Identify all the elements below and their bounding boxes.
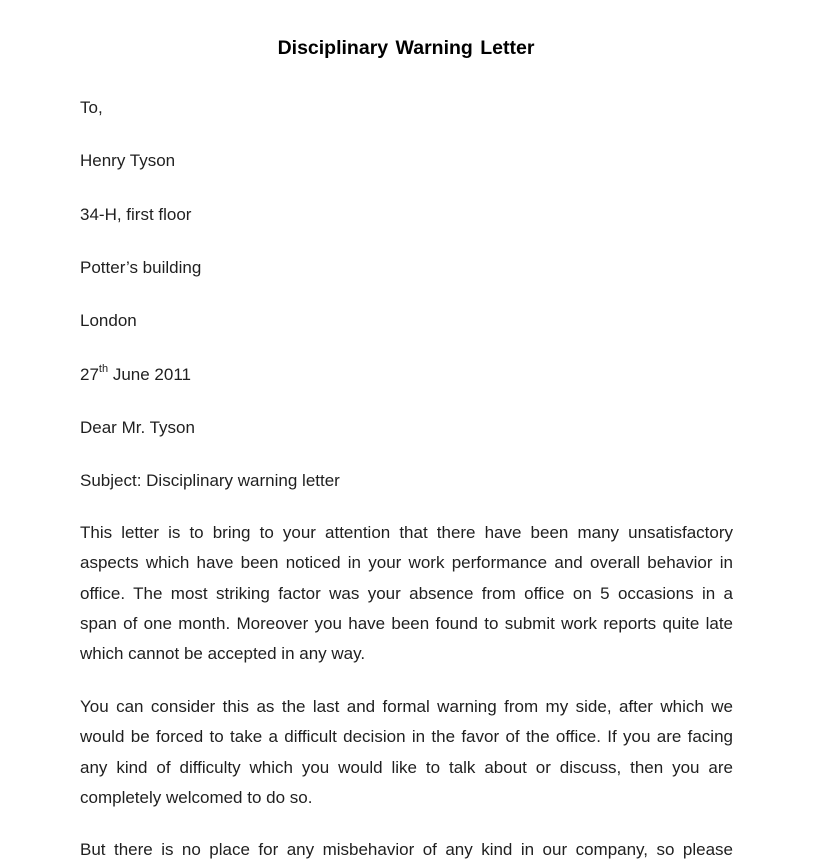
address-line-1: 34-H, first floor [80,205,192,224]
paragraph-1-line: span of one month. Moreover you have been found to submit work reports quite late [80,613,733,633]
paragraph-1-line: This letter is to bring to your attention that there have been many unsatisfactory [80,523,733,542]
letter-date [80,365,191,385]
paragraph-1-line: which cannot be accepted in any way. [80,644,366,664]
paragraph-1 [80,518,733,669]
paragraph-3-line: But there is no place for any misbehavior of any kind in our company, so please [80,840,733,859]
paragraph-2-line: completely welcomed to do so. [80,787,313,807]
address-line-2: Potter’s building [80,258,202,277]
recipient-name: Henry Tyson [80,151,176,170]
paragraph-2-line: would be forced to take a difficult decision in the favor of the office. If you are facing [80,727,733,747]
paragraph-2 [80,692,733,813]
greeting: Dear Mr. Tyson [80,418,195,437]
paragraph-1-line: office. The most striking factor was your absence from office on 5 occasions in a [80,583,733,603]
address-city: London [80,311,137,330]
paragraph-2-line: You can consider this as the last and formal warning from my side, after which we [80,697,733,716]
paragraph-2-line: any kind of difficulty which you would like to talk about or discuss, then you are [80,757,733,777]
subject-line: Subject: Disciplinary warning letter [80,471,340,490]
date-day: 27 [80,365,99,384]
salutation-to: To, [80,98,103,117]
paragraph-1-line: aspects which have been noticed in your work performance and overall behavior in [80,553,733,573]
paragraph-3 [80,835,733,865]
letter-title: Disciplinary Warning Letter [277,37,535,59]
date-suffix: th [98,363,109,375]
date-rest: June 2011 [108,365,191,384]
